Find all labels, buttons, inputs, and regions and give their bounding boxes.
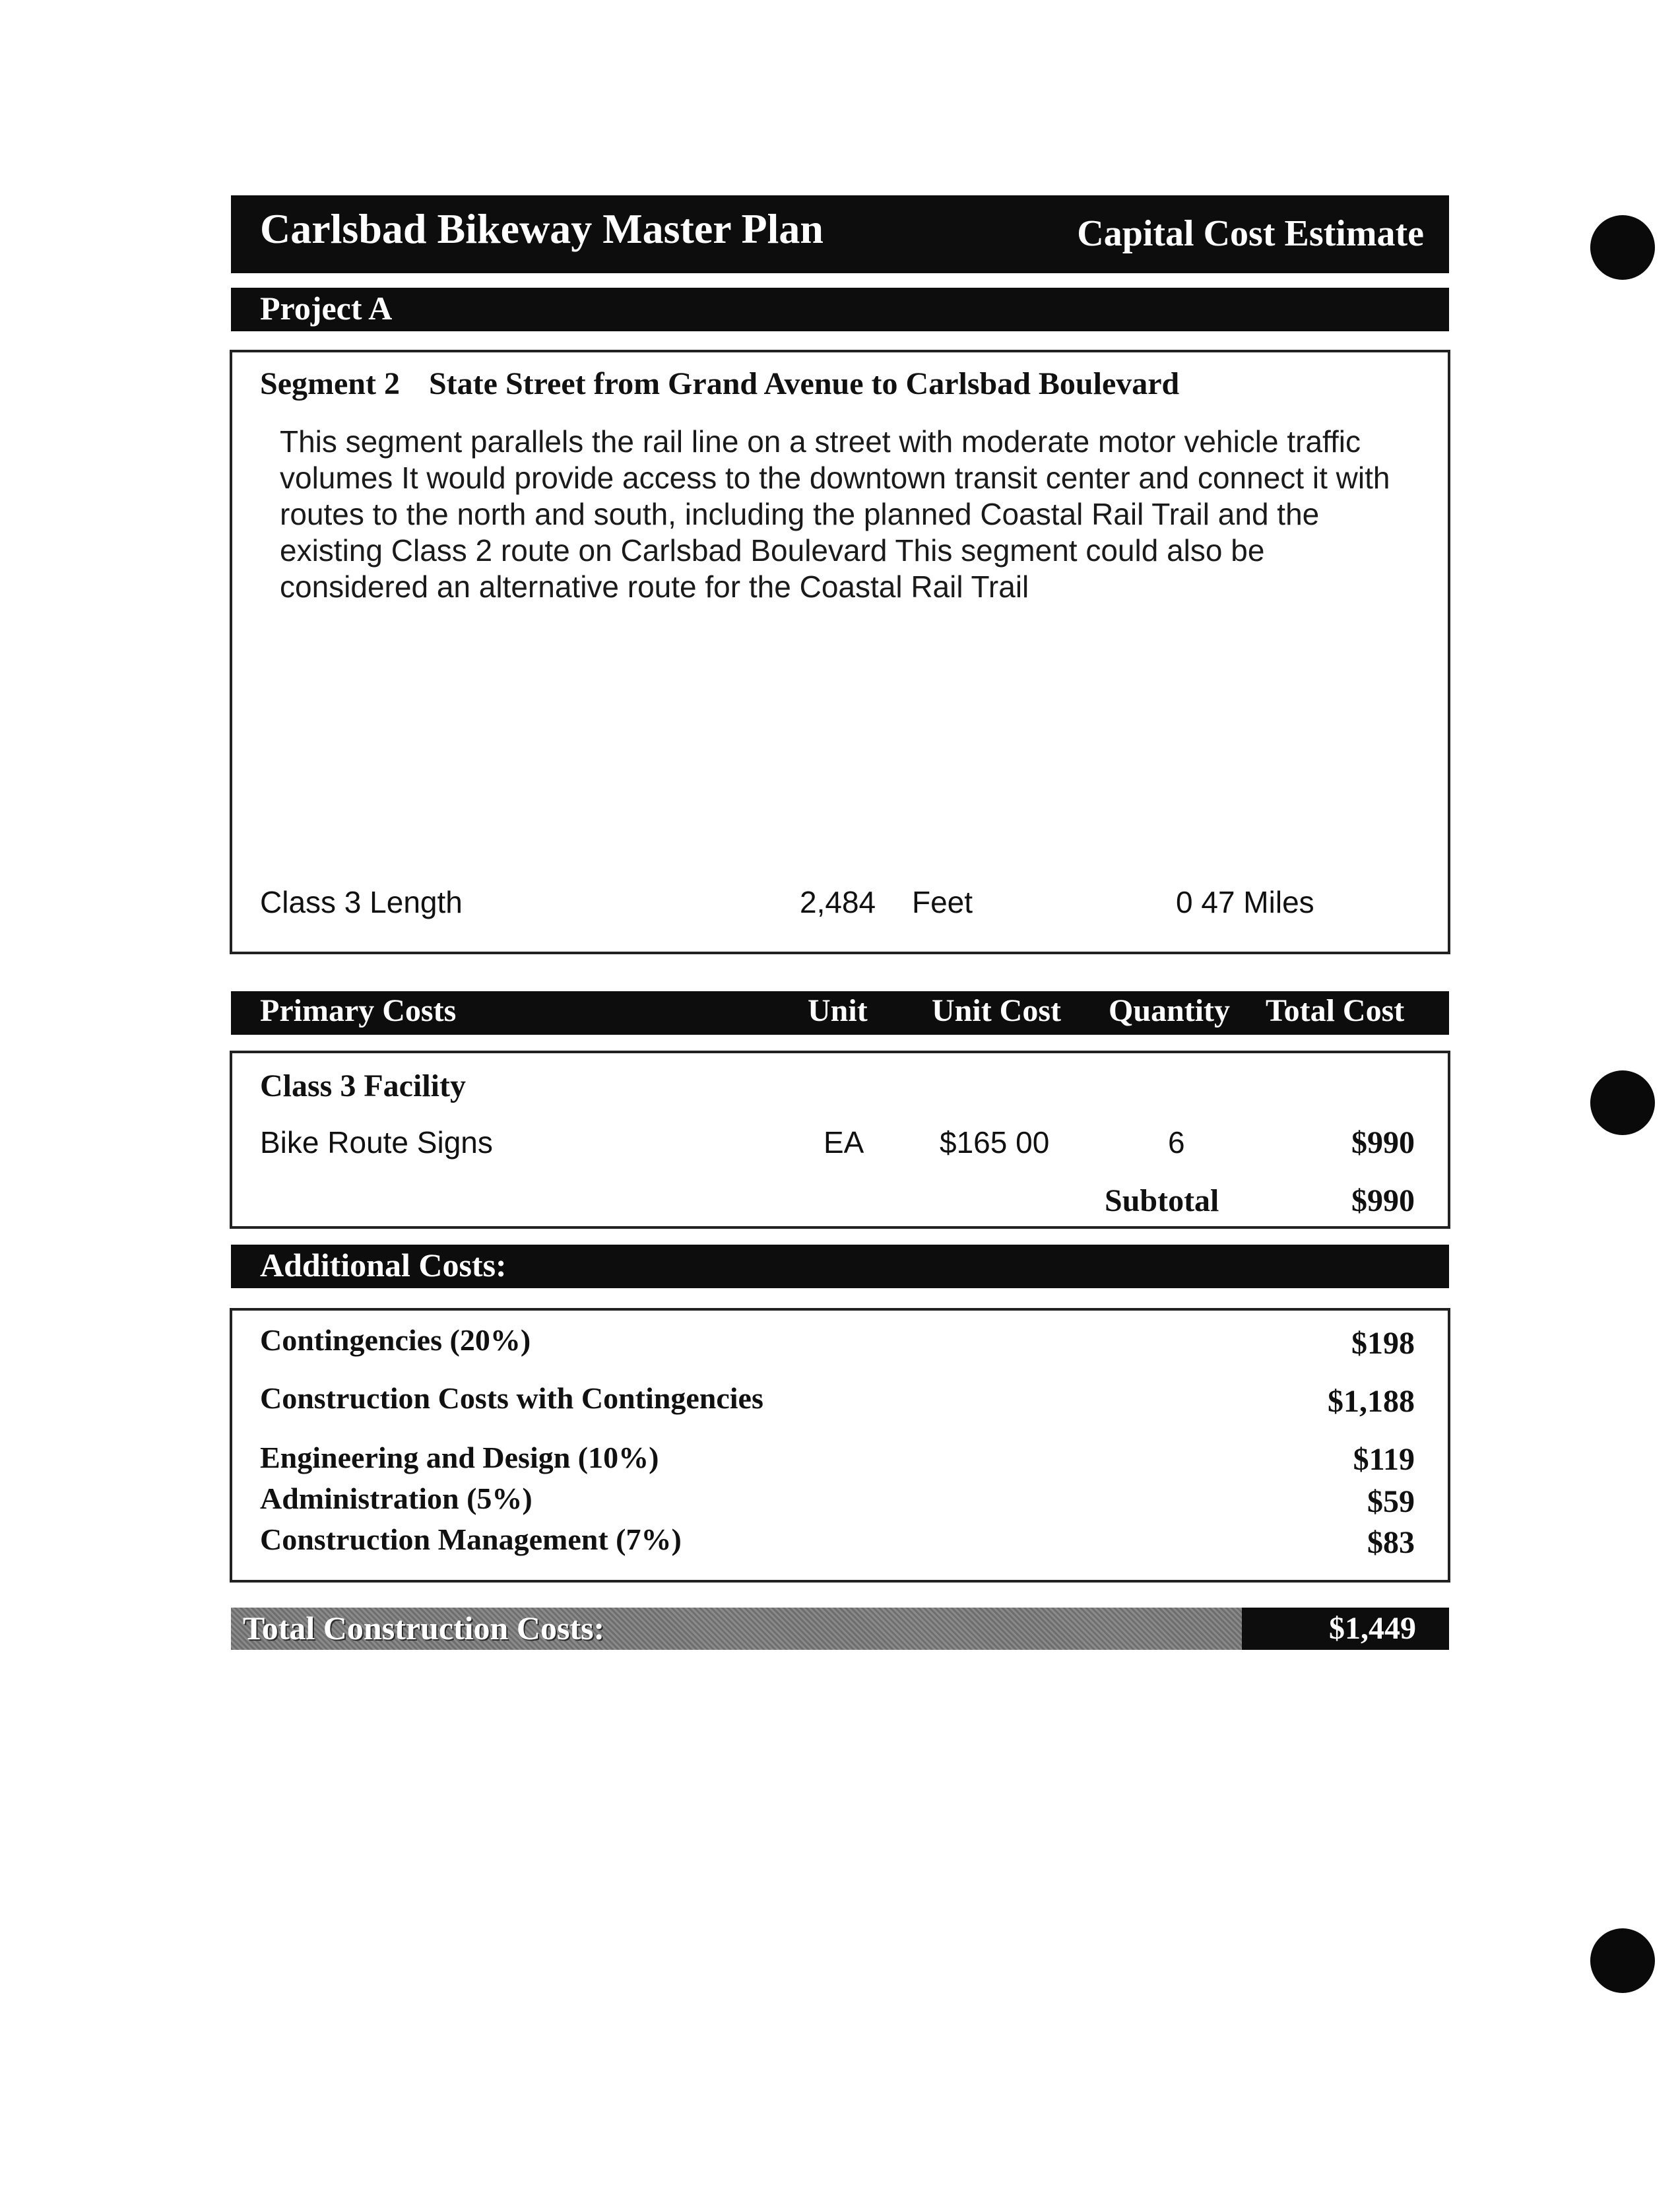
quantity-column-header: Quantity <box>1109 993 1231 1028</box>
length-miles: 0 47 Miles <box>1176 885 1314 919</box>
document-title: Carlsbad Bikeway Master Plan <box>260 205 824 252</box>
punch-hole-bottom <box>1590 1928 1655 1993</box>
item-name: Bike Route Signs <box>260 1125 493 1160</box>
additional-costs-title: Additional Costs: <box>260 1247 507 1284</box>
segment-box <box>230 350 1450 954</box>
project-bar <box>231 288 1449 331</box>
additional-costs-header <box>231 1245 1449 1288</box>
unit-cost-column-header: Unit Cost <box>932 993 1062 1028</box>
construction-with-contingencies-value: $1,188 <box>1328 1384 1415 1419</box>
item-unit-cost: $165 00 <box>940 1125 1050 1160</box>
segment-number: Segment 2 <box>260 366 400 401</box>
length-label: Class 3 Length <box>260 885 463 919</box>
item-total: $990 <box>1351 1125 1415 1160</box>
engineering-design-label: Engineering and Design (10%) <box>260 1441 659 1474</box>
total-cost-column-header: Total Cost <box>1266 993 1405 1028</box>
document-title-bar <box>231 195 1449 273</box>
punch-hole-top <box>1590 215 1655 280</box>
administration-label: Administration (5%) <box>260 1482 533 1515</box>
total-construction-costs-value: $1,449 <box>1329 1611 1416 1646</box>
total-construction-costs-label: Total Construction Costs: <box>243 1610 605 1647</box>
total-construction-costs-bar <box>231 1608 1449 1650</box>
engineering-design-value: $119 <box>1353 1442 1415 1477</box>
item-unit: EA <box>824 1125 864 1160</box>
administration-value: $59 <box>1367 1484 1415 1519</box>
construction-management-value: $83 <box>1367 1525 1415 1560</box>
document-subtitle: Capital Cost Estimate <box>1077 213 1424 254</box>
segment-title: State Street from Grand Avenue to Carlsbad Boulevard <box>428 366 1180 401</box>
construction-with-contingencies-label: Construction Costs with Contingencies <box>260 1381 763 1415</box>
length-feet: 2,484 <box>800 885 876 919</box>
additional-costs-box <box>230 1308 1450 1583</box>
primary-costs-box <box>230 1051 1450 1229</box>
item-quantity: 6 <box>1168 1125 1185 1160</box>
primary-costs-title: Primary Costs <box>260 993 457 1028</box>
project-label: Project A <box>260 290 393 327</box>
contingencies-label: Contingencies (20%) <box>260 1323 531 1357</box>
subtotal-label: Subtotal <box>1105 1183 1219 1218</box>
segment-heading <box>260 366 1179 402</box>
segment-description: This segment parallels the rail line on a street with moderate motor vehicle traffic volumes It would provide access to the downtown transit center and connect it with routes to the north and south, including the planned Coastal Rail Trail and the existing Class 2 route on Carlsbad Boulevard This segment could also be considered an alternative route for the Coastal Rail Trail <box>280 424 1390 604</box>
primary-costs-header <box>231 991 1449 1035</box>
construction-management-label: Construction Management (7%) <box>260 1522 682 1556</box>
length-feet-unit: Feet <box>912 885 973 919</box>
facility-category: Class 3 Facility <box>260 1068 466 1103</box>
subtotal-value: $990 <box>1351 1183 1415 1218</box>
contingencies-value: $198 <box>1351 1326 1415 1361</box>
punch-hole-middle <box>1590 1070 1655 1135</box>
total-value-cell <box>1242 1608 1449 1650</box>
unit-column-header: Unit <box>808 993 868 1028</box>
